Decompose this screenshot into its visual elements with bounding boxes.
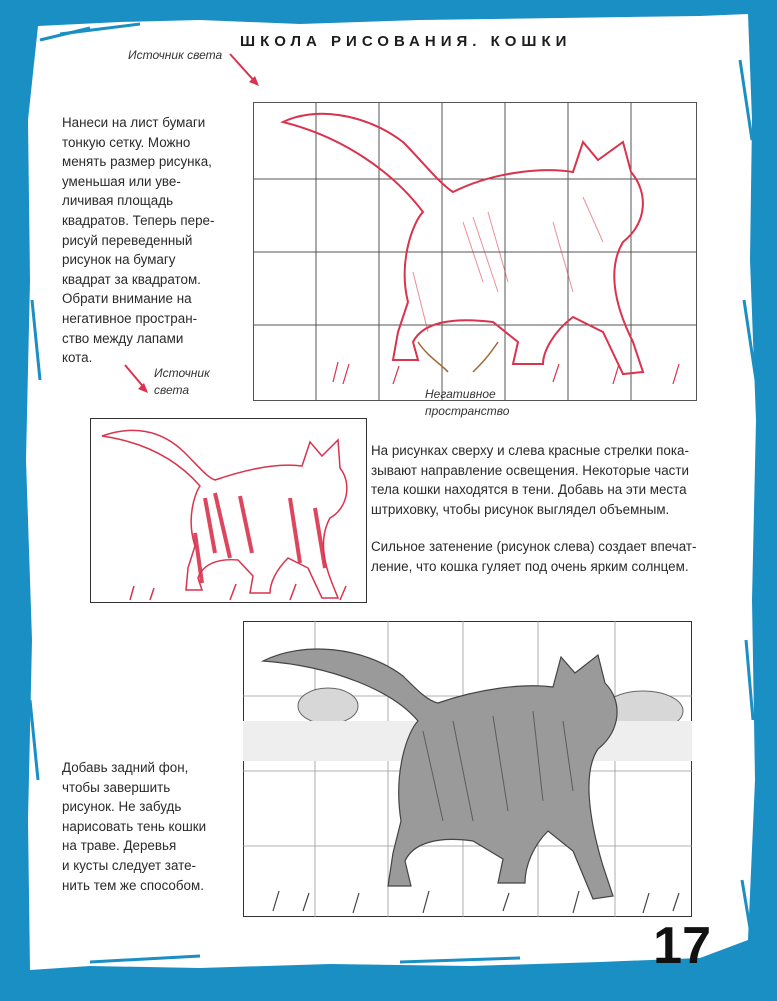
step1-line: уменьшая или уве- bbox=[62, 173, 181, 189]
step2-line: зывают направление освещения. Некоторые части bbox=[371, 462, 689, 478]
step3-text bbox=[371, 537, 716, 576]
step1-line: квадратов. Теперь пере- bbox=[62, 212, 215, 228]
step2-line: На рисунках сверху и слева красные стрелки пока- bbox=[371, 443, 689, 458]
step4-line: чтобы завершить bbox=[62, 779, 171, 795]
step1-line: негативное простран- bbox=[62, 310, 198, 326]
step1-line: ство между лапами bbox=[62, 330, 184, 346]
step4-line: Добавь задний фон, bbox=[62, 760, 189, 775]
step1-line: рисунок на бумагу bbox=[62, 252, 176, 268]
light-source-label-top: Источник света bbox=[128, 48, 223, 62]
step1-line: менять размер рисунка, bbox=[62, 154, 212, 170]
step4-line: на траве. Деревья bbox=[62, 838, 177, 854]
negative-space-label: Негативное пространство bbox=[425, 387, 510, 418]
step1-line: Обрати внимание на bbox=[62, 291, 192, 307]
step2-text bbox=[371, 441, 716, 519]
page-number: 17 bbox=[653, 917, 711, 975]
grid-cat-drawing bbox=[253, 102, 698, 402]
light-arrow-mid-icon bbox=[122, 362, 152, 396]
step4-line: нарисовать тень кошки bbox=[62, 818, 207, 834]
step1-line: кота. bbox=[62, 350, 93, 366]
step4-line: и кусты следует зате- bbox=[62, 857, 196, 873]
step4-text bbox=[62, 758, 237, 895]
step4-line: нить тем же способом. bbox=[62, 877, 204, 893]
light-source-label-mid: Источник света bbox=[154, 366, 210, 397]
step2-line: тела кошки находятся в тени. Добавь на эти места bbox=[371, 482, 687, 498]
red-shaded-cat-drawing bbox=[90, 418, 368, 604]
light-arrow-top-icon bbox=[225, 50, 265, 90]
step1-line: Нанеси на лист бумаги bbox=[62, 115, 206, 130]
pencil-cat-drawing bbox=[243, 621, 693, 918]
step1-line: рисуй переведенный bbox=[62, 232, 193, 248]
step4-line: рисунок. Не забудь bbox=[62, 799, 182, 815]
step3-line: Сильное затенение (рисунок слева) создает впечат- bbox=[371, 539, 697, 554]
step2-line: штриховку, чтобы рисунок выглядел объемным. bbox=[371, 501, 670, 517]
step1-text bbox=[62, 113, 237, 368]
step1-line: тонкую сетку. Можно bbox=[62, 134, 191, 150]
page-header: ШКОЛА РИСОВАНИЯ. КОШКИ bbox=[240, 33, 572, 50]
step1-line: личивая площадь bbox=[62, 193, 174, 209]
step3-line: ление, что кошка гуляет под очень ярким солнцем. bbox=[371, 558, 689, 574]
step1-line: квадрат за квадратом. bbox=[62, 271, 201, 287]
